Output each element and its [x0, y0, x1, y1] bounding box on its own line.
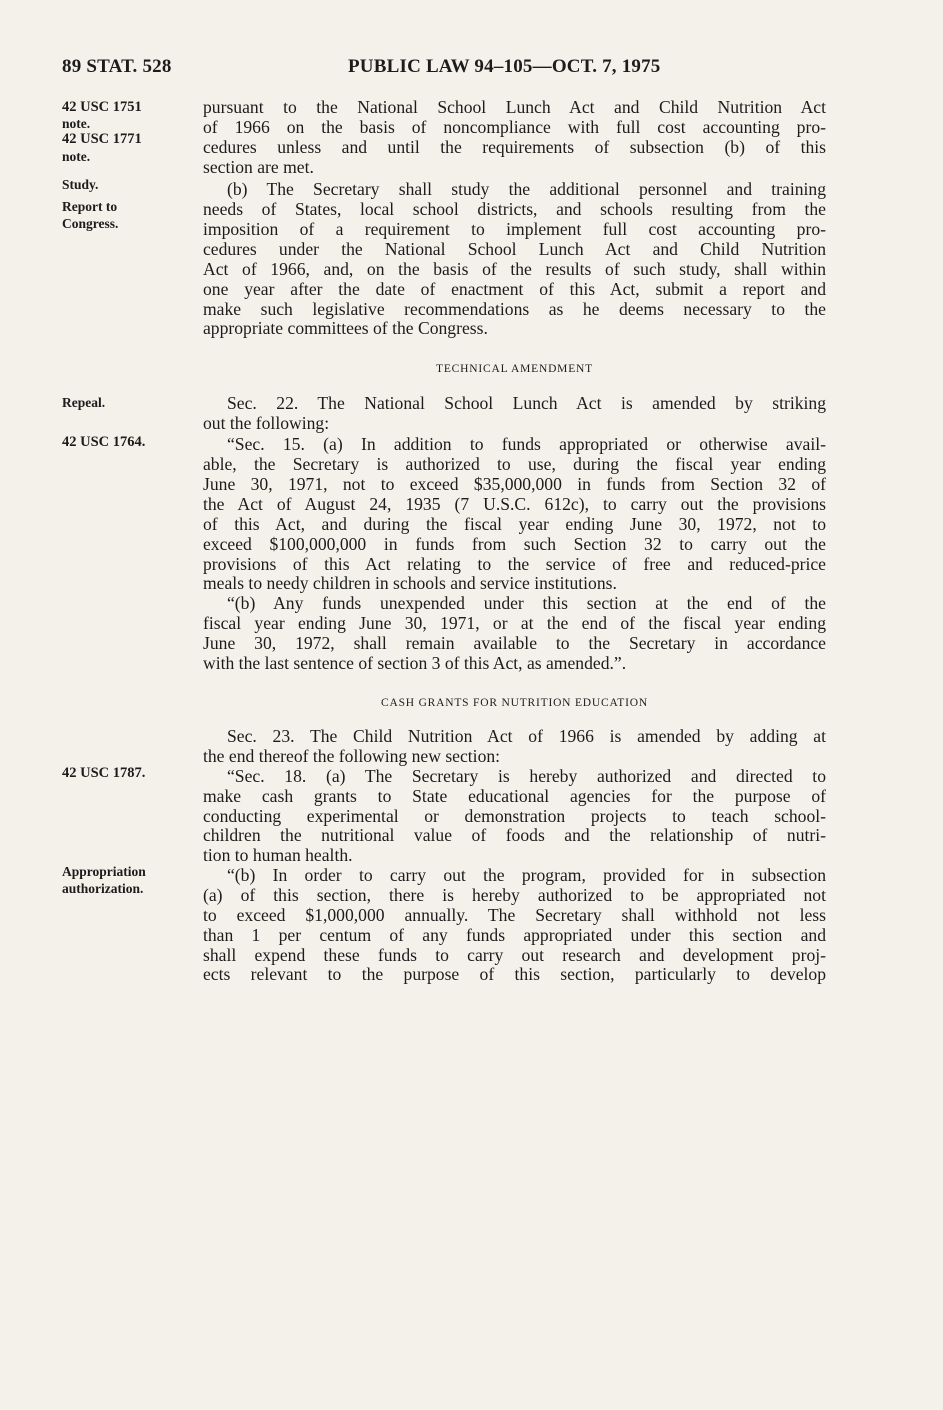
text-line: out the following: — [203, 413, 330, 433]
margin-note: note. — [62, 116, 91, 131]
text-line: of 1966 on the basis of noncompliance with full cost accounting pro- — [203, 117, 826, 137]
text-line: cedures unless and until the requirements of subsection (b) of this — [203, 137, 826, 157]
text-line: the Act of August 24, 1935 (7 U.S.C. 612c), to carry out the provisions — [203, 494, 826, 514]
margin-note: 42 USC 1751 — [62, 99, 142, 115]
margin-note: Repeal. — [62, 395, 106, 410]
text-line: June 30, 1972, shall remain available to the Secretary in accordance — [203, 633, 826, 653]
margin-note: authorization. — [62, 881, 144, 896]
text-line: (b) The Secretary shall study the additional personnel and training — [227, 179, 826, 199]
text-line: section are met. — [203, 157, 314, 177]
margin-note: 42 USC 1787. — [62, 765, 146, 781]
text-line: conducting experimental or demonstration projects to teach school- — [203, 806, 826, 826]
text-line: than 1 per centum of any funds appropriated under this section and — [203, 925, 826, 945]
text-line: (a) of this section, there is hereby authorized to be appropriated not — [203, 885, 826, 905]
text-line: provisions of this Act relating to the service of free and reduced-price — [203, 554, 826, 574]
text-line: to exceed $1,000,000 annually. The Secretary shall withhold not less — [203, 905, 826, 925]
text-line: Sec. 23. The Child Nutrition Act of 1966 is amended by adding at — [227, 726, 826, 746]
text-line: tion to human health. — [203, 845, 353, 865]
text-line: ects relevant to the purpose of this section, particularly to develop — [203, 964, 826, 984]
text-line: appropriate committees of the Congress. — [203, 318, 488, 338]
text-line: make such legislative recommendations as he deems necessary to the — [203, 299, 826, 319]
text-line: able, the Secretary is authorized to use, during the fiscal year ending — [203, 454, 826, 474]
stat-page-number: 89 STAT. 528 — [62, 56, 172, 77]
margin-note: 42 USC 1771 — [62, 131, 142, 147]
text-line: Sec. 22. The National School Lunch Act is amended by striking — [227, 393, 826, 413]
text-line: “(b) Any funds unexpended under this section at the end of the — [227, 593, 826, 613]
text-line: June 30, 1971, not to exceed $35,000,000 in funds from Section 32 of — [203, 474, 826, 494]
section-heading: CASH GRANTS FOR NUTRITION EDUCATION — [381, 697, 648, 709]
text-line: imposition of a requirement to implement full cost accounting pro- — [203, 219, 826, 239]
margin-note: Appropriation — [62, 864, 146, 879]
text-line: exceed $100,000,000 in funds from such Section 32 to carry out the — [203, 534, 826, 554]
text-line: the end thereof the following new section: — [203, 746, 501, 766]
text-line: shall expend these funds to carry out research and development proj- — [203, 945, 826, 965]
page-title: PUBLIC LAW 94–105—OCT. 7, 1975 — [348, 56, 661, 77]
section-heading: TECHNICAL AMENDMENT — [436, 363, 593, 375]
text-line: make cash grants to State educational agencies for the purpose of — [203, 786, 826, 806]
text-line: pursuant to the National School Lunch Act and Child Nutrition Act — [203, 97, 826, 117]
text-line: “(b) In order to carry out the program, provided for in subsection — [227, 865, 826, 885]
text-line: of this Act, and during the fiscal year ending June 30, 1972, not to — [203, 514, 826, 534]
text-line: “Sec. 15. (a) In addition to funds appropriated or otherwise avail- — [227, 434, 826, 454]
text-line: cedures under the National School Lunch Act and Child Nutrition — [203, 239, 826, 259]
text-line: “Sec. 18. (a) The Secretary is hereby authorized and directed to — [227, 766, 826, 786]
text-line: needs of States, local school districts, and schools resulting from the — [203, 199, 826, 219]
margin-note: note. — [62, 149, 91, 164]
text-line: children the nutritional value of foods and the relationship of nutri- — [203, 825, 826, 845]
text-line: one year after the date of enactment of this Act, submit a report and — [203, 279, 826, 299]
margin-note: Study. — [62, 177, 99, 192]
text-line: Act of 1966, and, on the basis of the results of such study, shall within — [203, 259, 826, 279]
text-line: meals to needy children in schools and service institutions. — [203, 573, 617, 593]
margin-note: 42 USC 1764. — [62, 434, 146, 450]
margin-note: Congress. — [62, 216, 119, 231]
text-line: with the last sentence of section 3 of this Act, as amended.”. — [203, 653, 627, 673]
text-line: fiscal year ending June 30, 1971, or at the end of the fiscal year ending — [203, 613, 826, 633]
margin-note: Report to — [62, 199, 118, 214]
